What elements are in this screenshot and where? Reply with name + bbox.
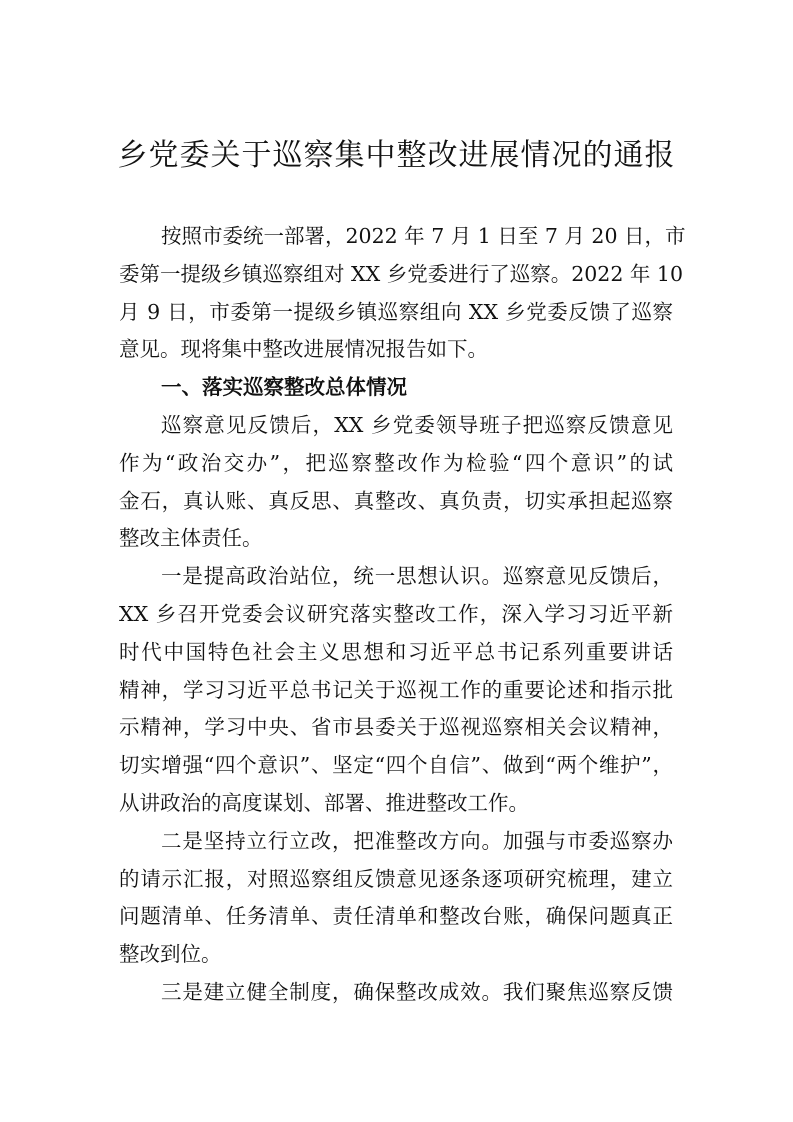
text-line: 一、落实巡察整改总体情况 xyxy=(161,375,407,400)
text-line: 整改到位。 xyxy=(119,942,222,967)
text-line: 从讲政治的高度谋划、部署、推进整改工作。 xyxy=(119,790,529,815)
text-line: 巡察意见反馈后，XX 乡党委领导班子把巡察反馈意见 xyxy=(161,412,673,437)
text-line: 三是建立健全制度，确保整改成效。我们聚焦巡察反馈 xyxy=(161,979,673,1004)
text-line: 月 9 日，市委第一提级乡镇巡察组向 XX 乡党委反馈了巡察 xyxy=(119,299,673,324)
text-line: 金石，真认账、真反思、真整改、真负责，切实承担起巡察 xyxy=(119,488,673,513)
text-line: XX 乡召开党委会议研究落实整改工作，深入学习习近平新 xyxy=(119,601,673,626)
document-body xyxy=(119,218,686,1012)
paragraph xyxy=(119,558,673,823)
text-line: 切实增强“四个意识”、坚定“四个自信”、做到“两个维护”， xyxy=(119,753,673,778)
document-title: 乡党委关于巡察集中整改进展情况的通报 xyxy=(117,138,676,173)
text-line: 时代中国特色社会主义思想和习近平总书记系列重要讲话 xyxy=(119,639,673,664)
text-line: 一是提高政治站位，统一思想认识。巡察意见反馈后， xyxy=(161,564,673,589)
text-line: 精神，学习习近平总书记关于巡视工作的重要论述和指示批 xyxy=(119,677,673,702)
text-line: 二是坚持立行立改，把准整改方向。加强与市委巡察办 xyxy=(161,828,673,853)
text-line: 意见。现将集中整改进展情况报告如下。 xyxy=(119,337,488,362)
paragraph xyxy=(119,823,673,974)
text-line: 委第一提级乡镇巡察组对 XX 乡党委进行了巡察。2022 年 10 xyxy=(119,261,684,286)
text-line: 按照市委统一部署，2022 年 7 月 1 日至 7 月 20 日，市 xyxy=(161,224,686,248)
paragraph xyxy=(119,407,673,558)
section-heading xyxy=(119,369,673,407)
text-line: 示精神，学习中央、省市县委关于巡视巡察相关会议精神， xyxy=(119,715,673,740)
paragraph xyxy=(119,974,673,1012)
text-line: 问题清单、任务清单、责任清单和整改台账，确保问题真正 xyxy=(119,904,673,929)
text-line: 作为“政治交办”，把巡察整改作为检验“四个意识”的试 xyxy=(119,450,673,475)
text-line: 整改主体责任。 xyxy=(119,526,263,551)
text-line: 的请示汇报，对照巡察组反馈意见逐条逐项研究梳理，建立 xyxy=(119,866,673,891)
paragraph xyxy=(119,218,686,369)
